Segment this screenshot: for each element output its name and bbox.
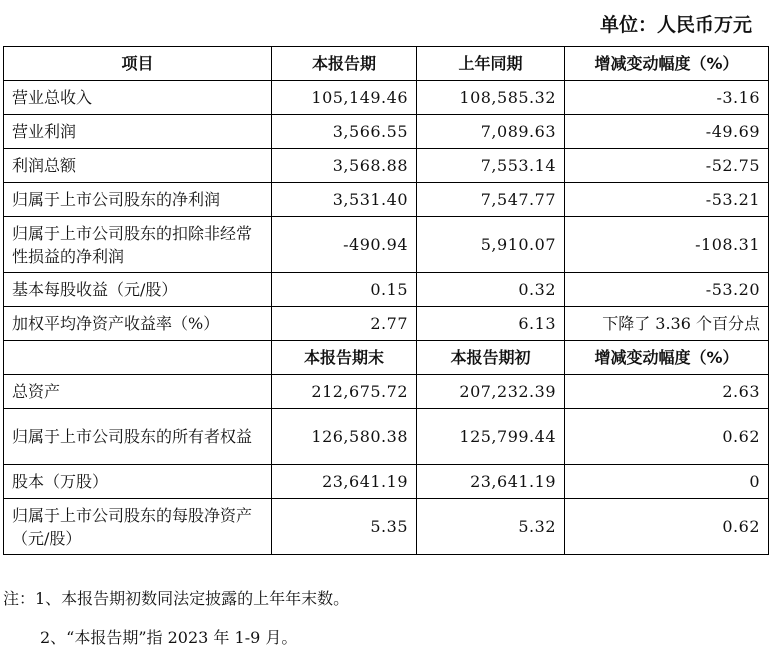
prior-value: 108,585.32 — [417, 81, 565, 115]
change-value: -53.21 — [565, 183, 769, 217]
current-value: 23,641.19 — [272, 465, 417, 499]
row-label: 利润总额 — [4, 149, 272, 183]
header-cell: 增减变动幅度（%） — [565, 341, 769, 375]
change-value: 0.62 — [565, 409, 769, 465]
table-subheader-row — [4, 341, 769, 375]
header-cell: 增减变动幅度（%） — [565, 47, 769, 81]
table-row — [4, 149, 769, 183]
row-label: 股本（万股） — [4, 465, 272, 499]
prior-value: 7,089.63 — [417, 115, 565, 149]
header-cell: 上年同期 — [417, 47, 565, 81]
change-value: -53.20 — [565, 273, 769, 307]
header-cell: 项目 — [4, 47, 272, 81]
current-value: 105,149.46 — [272, 81, 417, 115]
current-value: 5.35 — [272, 499, 417, 555]
change-value: -52.75 — [565, 149, 769, 183]
table-row — [4, 81, 769, 115]
row-label: 营业总收入 — [4, 81, 272, 115]
change-value: -108.31 — [565, 217, 769, 273]
row-label: 营业利润 — [4, 115, 272, 149]
row-label: 归属于上市公司股东的每股净资产（元/股） — [4, 499, 272, 555]
current-value: 126,580.38 — [272, 409, 417, 465]
prior-value: 7,553.14 — [417, 149, 565, 183]
prior-value: 6.13 — [417, 307, 565, 341]
table-row — [4, 273, 769, 307]
current-value: -490.94 — [272, 217, 417, 273]
change-value: 下降了 3.36 个百分点 — [565, 307, 769, 341]
current-value: 3,566.55 — [272, 115, 417, 149]
table-header-row — [4, 47, 769, 81]
table-row — [4, 307, 769, 341]
table-row — [4, 499, 769, 555]
note-2: 2、“本报告期”指 2023 年 1-9 月。 — [40, 628, 298, 647]
prior-value: 0.32 — [417, 273, 565, 307]
change-value: 0.62 — [565, 499, 769, 555]
row-label: 归属于上市公司股东的净利润 — [4, 183, 272, 217]
change-value: 0 — [565, 465, 769, 499]
note-1: 注：1、本报告期初数同法定披露的上年年末数。 — [3, 589, 350, 608]
current-value: 3,568.88 — [272, 149, 417, 183]
header-cell: 本报告期末 — [272, 341, 417, 375]
prior-value: 5,910.07 — [417, 217, 565, 273]
prior-value: 23,641.19 — [417, 465, 565, 499]
current-value: 2.77 — [272, 307, 417, 341]
unit-label: 单位：人民币万元 — [599, 14, 752, 36]
prior-value: 5.32 — [417, 499, 565, 555]
row-label: 归属于上市公司股东的扣除非经常性损益的净利润 — [4, 217, 272, 273]
financial-table — [3, 46, 769, 555]
prior-value: 125,799.44 — [417, 409, 565, 465]
change-value: -3.16 — [565, 81, 769, 115]
current-value: 212,675.72 — [272, 375, 417, 409]
prior-value: 207,232.39 — [417, 375, 565, 409]
table-row — [4, 183, 769, 217]
table-row — [4, 115, 769, 149]
table-row — [4, 375, 769, 409]
table-row — [4, 217, 769, 273]
current-value: 0.15 — [272, 273, 417, 307]
row-label: 归属于上市公司股东的所有者权益 — [4, 409, 272, 465]
table-row — [4, 409, 769, 465]
row-label: 总资产 — [4, 375, 272, 409]
header-cell: 本报告期初 — [417, 341, 565, 375]
table-row — [4, 465, 769, 499]
row-label: 加权平均净资产收益率（%） — [4, 307, 272, 341]
row-label: 基本每股收益（元/股） — [4, 273, 272, 307]
header-cell: 本报告期 — [272, 47, 417, 81]
change-value: 2.63 — [565, 375, 769, 409]
prior-value: 7,547.77 — [417, 183, 565, 217]
header-cell — [4, 341, 272, 375]
current-value: 3,531.40 — [272, 183, 417, 217]
change-value: -49.69 — [565, 115, 769, 149]
